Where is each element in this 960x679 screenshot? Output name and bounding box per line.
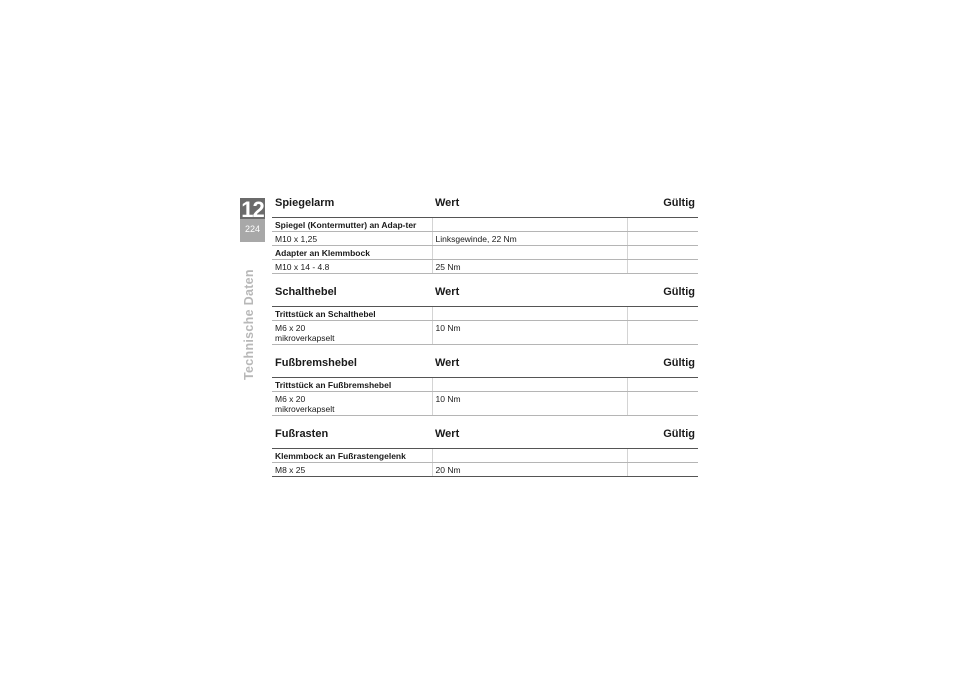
- spec-note: mikroverkapselt: [275, 333, 335, 343]
- table-row: [272, 463, 698, 477]
- valid-cell: [627, 232, 698, 246]
- section-header: [272, 193, 698, 218]
- chapter-tab: [240, 198, 265, 242]
- spec-text: M6 x 20: [275, 394, 306, 404]
- chapter-number: 12: [241, 197, 264, 222]
- spec-note: mikroverkapselt: [275, 404, 335, 414]
- spec-cell: M8 x 25: [272, 463, 432, 477]
- component-label: Trittstück an Schalthebel: [272, 307, 432, 321]
- spec-cell: M10 x 1,25: [272, 232, 432, 246]
- spec-text: M6 x 20: [275, 323, 306, 333]
- value-cell: 10 Nm: [432, 321, 627, 345]
- column-header-valid: Gültig: [627, 345, 698, 378]
- value-cell: Linksgewinde, 22 Nm: [432, 232, 627, 246]
- page-number: 224: [244, 224, 261, 234]
- valid-cell: [627, 218, 698, 232]
- table-row: [272, 392, 698, 416]
- column-header-value: Wert: [432, 345, 627, 378]
- component-label: Trittstück an Fußbremshebel: [272, 378, 432, 392]
- value-cell: [432, 218, 627, 232]
- table-row: [272, 260, 698, 274]
- column-header-valid: Gültig: [627, 193, 698, 218]
- value-cell: [432, 307, 627, 321]
- spec-cell: [272, 321, 432, 345]
- torque-tables: [272, 193, 698, 477]
- section-header: [272, 274, 698, 307]
- table-row: [272, 378, 698, 392]
- valid-cell: [627, 463, 698, 477]
- valid-cell: [627, 246, 698, 260]
- section-fussbremshebel: [272, 345, 698, 416]
- column-header-value: Wert: [432, 274, 627, 307]
- section-heading: Fußbremshebel: [272, 345, 432, 378]
- valid-cell: [627, 321, 698, 345]
- chapter-title-text: Technische Daten: [242, 269, 256, 380]
- table-row: [272, 307, 698, 321]
- component-label: Spiegel (Kontermutter) an Adap-ter: [272, 218, 432, 232]
- value-cell: 20 Nm: [432, 463, 627, 477]
- section-header: [272, 416, 698, 449]
- value-cell: [432, 246, 627, 260]
- valid-cell: [627, 378, 698, 392]
- valid-cell: [627, 392, 698, 416]
- table-row: [272, 449, 698, 463]
- value-cell: 10 Nm: [432, 392, 627, 416]
- value-cell: 25 Nm: [432, 260, 627, 274]
- section-fussrasten: [272, 416, 698, 477]
- column-header-valid: Gültig: [627, 274, 698, 307]
- section-header: [272, 345, 698, 378]
- table-row: [272, 218, 698, 232]
- spec-cell: [272, 392, 432, 416]
- section-schalthebel: [272, 274, 698, 345]
- section-heading: Schalthebel: [272, 274, 432, 307]
- table-row: [272, 321, 698, 345]
- section-heading: Fußrasten: [272, 416, 432, 449]
- column-header-valid: Gültig: [627, 416, 698, 449]
- component-label: Klemmbock an Fußrastengelenk: [272, 449, 432, 463]
- table-row: [272, 232, 698, 246]
- column-header-value: Wert: [432, 416, 627, 449]
- spec-cell: M10 x 14 - 4.8: [272, 260, 432, 274]
- table-row: [272, 246, 698, 260]
- component-label: Adapter an Klemmbock: [272, 246, 432, 260]
- column-header-value: Wert: [432, 193, 627, 218]
- valid-cell: [627, 307, 698, 321]
- section-heading: Spiegelarm: [272, 193, 432, 218]
- section-spiegelarm: [272, 193, 698, 274]
- valid-cell: [627, 449, 698, 463]
- torque-table: [272, 193, 698, 477]
- value-cell: [432, 449, 627, 463]
- valid-cell: [627, 260, 698, 274]
- value-cell: [432, 378, 627, 392]
